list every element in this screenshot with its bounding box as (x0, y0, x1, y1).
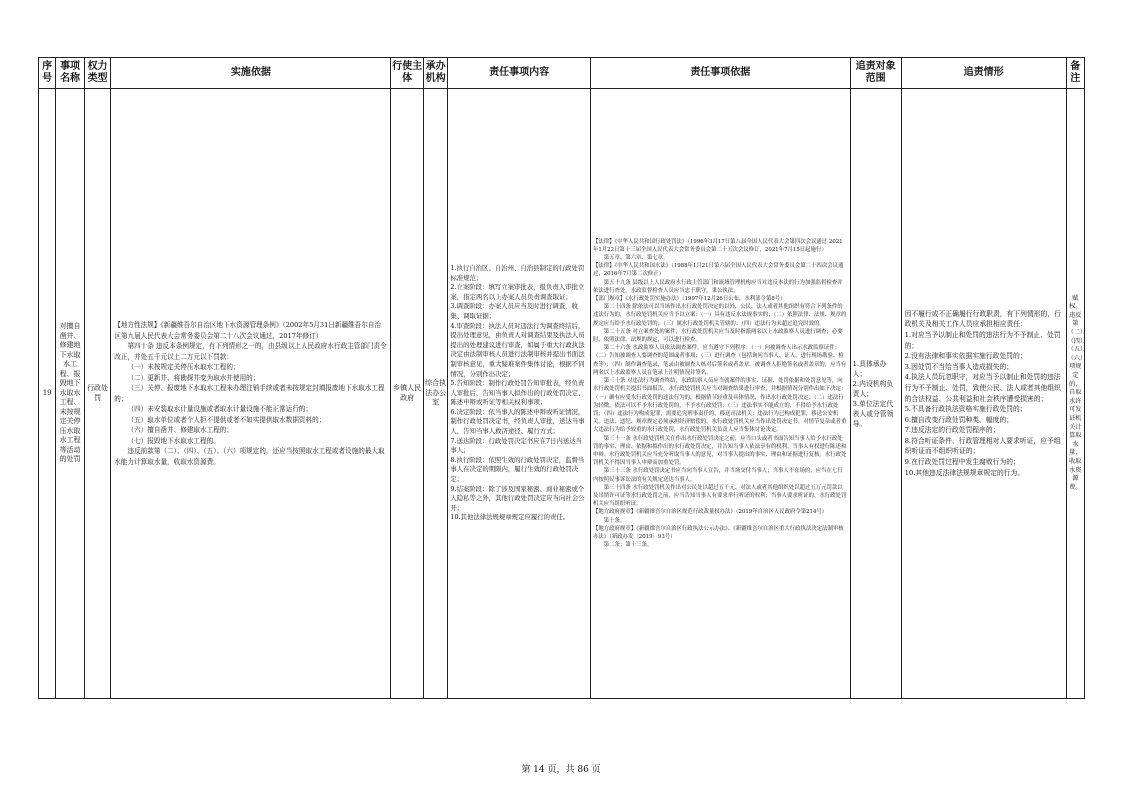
basis-line: 第四十条 违反本条例规定，有下列情形之一的，由县级以上人民政府水行政主管部门责令改正，并处五千元以上二万元以下罚款： (114, 342, 387, 361)
row-name-cell (56, 89, 85, 699)
header-name: 事项名称 (56, 58, 85, 89)
situation-line: 10.其他违反法律法规规章规定的行为。 (904, 468, 1025, 477)
situation-line: 9.在行政处罚过程中发生腐败行为的； (904, 458, 1020, 467)
duty-basis-line: 第二十五条 对立案查处的案件，水行政处罚机关应当及时指派两名以上水政监察人员进行调查；必要时，依照法律、法规的规定，可以进行检查。 (592, 328, 843, 344)
duty-basis-line: 第二十六条 水政监察人员依法调查案件，应当遵守下列程序：（一）向被调查人出示水政监察证件；（二）告知被调查人要调查的范围或者事项；（三）进行调查（包括询问当事人、证人，进行现场勘验、检查等）；（四）制作调查笔录，笔录由被调查人核对后签名或者盖章。被调查人拒绝签名或者盖章的，应当有两名以上水政监察人员在笔录上注明情况并签名。 (592, 345, 847, 376)
row-duty-basis-cell (590, 89, 850, 699)
row-note-cell (1066, 89, 1090, 699)
row-subject-cell (391, 89, 424, 699)
row-seq-cell (39, 89, 56, 699)
row-situation-cell (901, 89, 1066, 699)
duty-content-line: 7.送达阶段：行政处罚决定书应在7日内送达当事人； (450, 436, 582, 455)
header-type: 权力类型 (84, 58, 110, 89)
target-line: 1.具体承办人； (852, 359, 887, 378)
situation-line: 1.对应当予以制止和处罚的违法行为不予制止、处罚的； (904, 330, 1061, 350)
basis-text (114, 320, 387, 467)
situation-line: 4.执法人员玩忽职守，对应当予以制止和处罚的违法行为不予制止、处罚，致使公民、法人或者其他组织的合法权益、公共利益和社会秩序遭受损害的； (904, 373, 1061, 403)
basis-line: 违反前款第（二）、（四）、（五）、（六）项规定的，还应当按照取水工程或者设施的最大取水能力计算取水量，收取水资源费。 (114, 447, 385, 466)
row-type-cell (84, 89, 110, 699)
row-name: 对擅自凿井、修建地下水取水工程、报毁地下水取水工程、未按规定关停压水取水工程等活动的处罚 (59, 322, 81, 464)
header-seq: 序号 (39, 58, 56, 89)
duty-content-line: 10.其他法律法规规章规定应履行的责任。 (450, 513, 570, 522)
header-duty-content: 责任事项内容 (448, 58, 591, 89)
situation-line: 2.没有法律和事实依据实施行政处罚的； (904, 352, 1027, 361)
row-duty-content-cell (448, 89, 591, 699)
duty-content-line: 3.调查阶段：办案人员应当及时进行调查，收集、调取证据； (450, 302, 578, 320)
row-target-cell (850, 89, 901, 699)
basis-line: （三）关停、报废地下水取水工程未办理注销手续或者未按规定封填报废地下水取水工程的； (114, 384, 385, 403)
table-row (39, 89, 1085, 699)
basis-line: （一）未按规定关停压水取水工程的； (127, 363, 240, 371)
duty-content-line: 5.告知阶段：制作行政处罚告知审批表，经负责人审批后，告知当事人拟作出的行政处罚决定、陈述申辩或听证等相关权利事项； (450, 379, 585, 407)
situation-line: 6.擅自改变行政处罚种类、幅度的； (904, 415, 1014, 424)
row-subject: 乡镇人民政府 (393, 384, 422, 402)
situation-text (905, 309, 1063, 479)
basis-line: 【地方性法规】《新疆维吾尔自治区地下水资源管理条例》（2002年5月31日新疆维吾尔自治区第九届人民代表大会常务委员会第二十八次会议通过，2017年修订） (114, 321, 382, 340)
duty-content-line: 8.执行阶段：依照生效的行政处罚决定，监督当事人在决定的期限内，履行生效的行政处罚决定； (450, 455, 585, 484)
duty-content-line: 4.审查阶段：执法人员对违法行为调查终结后，提出处理意见，由负责人对调查结果及执法人员提出的处理建议进行审查，如属于重大行政执法决定由法制审核人员进行法制审核并提出书面法制审核意见，重大疑难案件集体讨论，根据不同情况，分别作出决定； (450, 321, 585, 378)
row-note: 赋权。违反第（二）、（四）、（五）、（六）项规定的，自取水许可发证机关计算取水量，收取水资源费。 (1067, 294, 1090, 491)
duty-basis-line: 第二条；第十三条。 (603, 542, 653, 549)
duty-basis-line: 【地方政府规章】《新疆维吾尔自治区行政执法公示办法》、《新疆维吾尔自治区重大行政执法决定法制审核办法》（新政办发〔2019〕93号） (592, 525, 844, 540)
situation-line: 5.不具备行政执法资格实施行政处罚的； (904, 405, 1027, 414)
duty-content-line: 9.结案阶段：除了涉及国家秘密、商业秘密或个人隐私等之外，其他行政处罚决定应当向社会公开； (450, 484, 585, 512)
duty-basis-line: 第三十条 对违法行为调查终结，水政监察人员应当就案件的事实、证据、处罚依据和处罚意见等，向水行政处罚机关提出书面报告，水行政处罚机关应当对调查结果进行审查，并根据情况分别作出如下决定：（一）确有应受水行政处罚的违法行为的，根据情节轻重及具体情况，作出水行政处罚决定；（二）违法行为轻微，依法可以不予水行政处罚的，不予水行政处罚；（三）违法事实不能成立的，不得给予水行政处罚；（四）违法行为构成犯罪，需要追究刑事责任的，移送司法机关；违法行为已构成犯罪，移送公安机关。违法、违纪、规章规定必须承担经济赔偿的，水行政处罚机关应当作出处罚决定书。对情节复杂或者重大违法行为给予较重的水行政处罚，水行政处罚机关负责人应当集体讨论决定。 (592, 378, 847, 434)
situation-line: 7.违反法定的行政处罚程序的； (904, 426, 1000, 435)
row-seq: 19 (42, 389, 52, 398)
row-org-cell (423, 89, 447, 699)
duty-content-text (450, 264, 588, 523)
duty-basis-line: 第五十九条 县级以上人民政府水行政主管部门和流域管理机构应当对违反本法的行为加强监督检查并依法进行查处。水政监督检查人员应当忠于职守，秉公执法。 (592, 279, 843, 294)
duty-basis-line: 第三十四条 水行政处罚机关作出对公民处以超过五千元、对法人或者其他组织处以超过五万元罚款以及吊销许可证等水行政处罚之前，应当告知当事人有要求举行听证的权利；当事人要求听证的，水行政处罚机关应当组织听证。 (592, 484, 847, 508)
duty-basis-line: 第三十三条 水行政处罚决定书应当向当事人宣告，并当场交付当事人；当事人不在场的，应当在七日内按照民事诉讼法的有关规定送达当事人。 (592, 468, 843, 483)
basis-line: （五）取水单位或者个人拒不提供或者不如实提供取水数据资料的； (127, 415, 326, 424)
page-number: 第 14 页，共 86 页 (521, 765, 601, 775)
duty-basis-line: 第三十一条 水行政处罚机关在作出水行政处罚决定之前，应当口头或者书面告知当事人给予水行政处罚的事实、理由、依据和拟作出的水行政处罚决定，并告知当事人依法享有的权利。当事人有权进行陈述和申辩。水行政处罚机关应当充分听取当事人的意见，对当事人提出的事实、理由和证据进行复核。水行政处罚机关不得因当事人申辩而加重处罚。 (592, 435, 847, 467)
power-list-table (38, 57, 1090, 699)
basis-line: （四）未安装取水计量设施或者取水计量设施不能正常运行的； (127, 405, 313, 413)
row-basis-cell (111, 89, 391, 699)
duty-content-line: 6.决定阶段：依当事人的陈述申辩或听证情况，制作行政处罚决定书，经负责人审批，送达当事人，告知当事人救济途径、履行方式； (450, 407, 585, 436)
situation-line: 因不履行或不正确履行行政职责，有下列情形的，行政机关及相关工作人员应承担相应责任： (904, 309, 1061, 329)
header-row (39, 58, 1085, 89)
duty-basis-line: 【法律】《中华人民共和国水法》（1988年1月21日第六届全国人民代表大会常务委员会第二十四次会议通过，2016年7月第二次修正） (592, 263, 844, 278)
header-target: 追责对象范围 (850, 58, 901, 89)
row-org: 综合执法办公室 (425, 379, 447, 407)
header-org: 承办机构 (423, 58, 447, 89)
target-line: 2.内设机构负责人； (852, 379, 894, 398)
header-note: 备注 (1066, 58, 1084, 89)
duty-basis-line: 第二十四条 除依法可以当场作出水行政处罚决定的以外，公民、法人或者其他组织有符合下列条件的违法行为的，水行政处罚机关应当予以立案：（一）具有违反水法规事实的；（二）依照法律、法规、规章的规定应当给予水行政处罚的；（三）属水行政处罚机关管辖的；（四）违法行为未超过追究时效的。 (592, 304, 847, 327)
header-basis: 实施依据 (111, 58, 391, 89)
duty-content-line: 1.执行自治区、自治州、自治县制定的行政处罚标准规范； (450, 263, 585, 282)
duty-basis-line: 【部门规章】《水行政处罚实施办法》（1997年12月26日公布，水利部令第8号） (592, 296, 786, 303)
basis-line: （二）更新井、将勘探井变为取水井使用的； (127, 373, 260, 382)
situation-line: 8.符合听证条件、行政管理相对人要求听证，应予组织听证而不组织听证的； (904, 436, 1061, 456)
situation-line: 3.因处罚不当给当事人造成损失的； (904, 362, 1014, 371)
duty-basis-line: 【法律】《中华人民共和国行政处罚法》（1996年3月17日第八届全国人民代表大会第四次会议通过 2021年1月22日第十三届全国人民代表大会常务委员会第二十五次会议修订，2021年7月15日起施行） (592, 238, 843, 253)
header-duty-basis: 责任事项依据 (590, 58, 850, 89)
target-line: 3.单位法定代表人或分管领导。 (852, 399, 894, 428)
duty-content-line: 2.立案阶段：填写立案审批表，报负责人审批立案，指定两名以上办案人员负责调查取证； (450, 283, 585, 301)
duty-basis-line: 第五章、第六章、第七章。 (603, 255, 669, 262)
header-situation: 追责情形 (901, 58, 1066, 89)
duty-basis-line: 第十条。 (603, 517, 626, 524)
duty-basis-line: 【地方政府规章】《新疆维吾尔自治区规范行政裁量权办法》（2019年自治区人民政府令第214号） (592, 509, 828, 516)
basis-line: （六）擅自凿井、修建取水工程的； (127, 426, 233, 434)
header-subject: 行使主体 (391, 58, 424, 89)
target-text (853, 359, 899, 429)
basis-line: （七）报毁地下水取水工程的。 (127, 436, 220, 445)
duty-basis-text (593, 238, 848, 550)
row-type: 行政处罚 (87, 384, 109, 402)
